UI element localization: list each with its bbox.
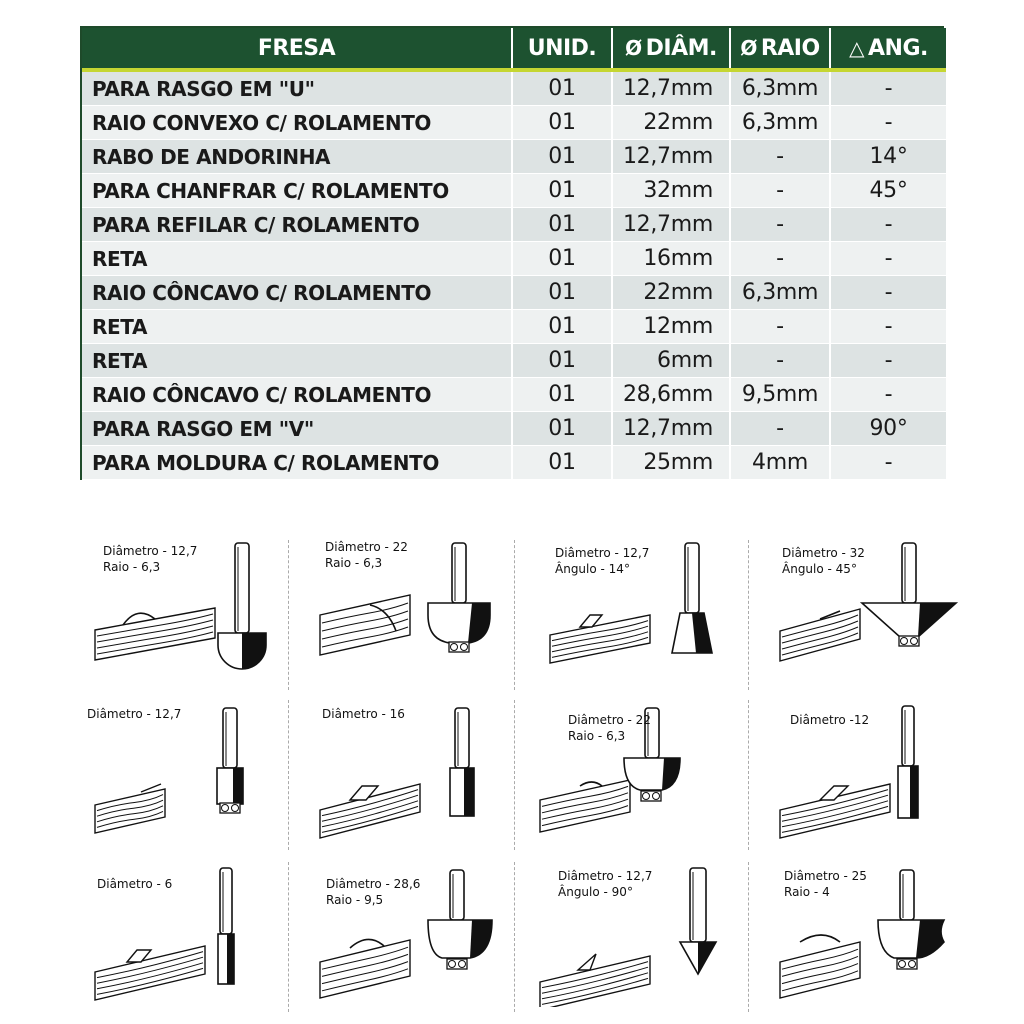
- cell-ang: -: [830, 378, 946, 412]
- router-bit-diagram: [530, 535, 760, 685]
- diagram-label: [97, 876, 172, 892]
- cell-diam: 22mm: [612, 106, 730, 140]
- cell-ang: -: [830, 446, 946, 480]
- diagram-secondary-label: Raio - 4: [784, 885, 830, 899]
- header-fresa: FRESA: [82, 28, 512, 70]
- cell-unid: 01: [512, 378, 612, 412]
- router-bit-diagram: [75, 862, 305, 1012]
- cell-name: PARA REFILAR C/ ROLAMENTO: [82, 208, 512, 242]
- router-bit-diagram: [760, 700, 990, 850]
- diagram-diameter-label: Diâmetro - 28,6: [326, 877, 421, 891]
- cell-diam: 6mm: [612, 344, 730, 378]
- diagram-secondary-label: Raio - 6,3: [325, 556, 383, 570]
- diagram-label: [87, 706, 181, 722]
- router-bit-diagram: [300, 700, 530, 850]
- router-bit-diagram: [760, 535, 990, 685]
- cell-unid: 01: [512, 70, 612, 106]
- diagram-label: [782, 545, 865, 577]
- cell-name: RETA: [82, 310, 512, 344]
- router-bit-diagram: [530, 700, 760, 850]
- cell-diam: 12mm: [612, 310, 730, 344]
- diagram-label: [555, 545, 649, 577]
- diagram-secondary-label: Raio - 9,5: [326, 893, 384, 907]
- diagram-label: [558, 868, 652, 900]
- cell-ang: 90°: [830, 412, 946, 446]
- cell-unid: 01: [512, 446, 612, 480]
- cell-ang: -: [830, 70, 946, 106]
- cell-raio: -: [730, 140, 830, 174]
- cell-name: RABO DE ANDORINHA: [82, 140, 512, 174]
- diagram-diameter-label: Diâmetro - 25: [784, 869, 867, 883]
- cell-ang: -: [830, 276, 946, 310]
- cell-diam: 16mm: [612, 242, 730, 276]
- router-bit-diagram: [530, 862, 760, 1012]
- cell-unid: 01: [512, 412, 612, 446]
- cell-diam: 12,7mm: [612, 140, 730, 174]
- diagram-diameter-label: Diâmetro - 12,7: [558, 869, 653, 883]
- cell-name: RETA: [82, 344, 512, 378]
- cell-name: RETA: [82, 242, 512, 276]
- cell-diam: 28,6mm: [612, 378, 730, 412]
- table-row: [82, 344, 946, 378]
- diagram-diameter-label: Diâmetro - 22: [568, 713, 651, 727]
- diagram-label: [326, 876, 420, 908]
- diagram-diameter-label: Diâmetro - 16: [322, 707, 405, 721]
- diagram-diameter-label: Diâmetro - 32: [782, 546, 865, 560]
- cell-raio: -: [730, 174, 830, 208]
- table-row: [82, 140, 946, 174]
- cell-diam: 25mm: [612, 446, 730, 480]
- diagram-label: [322, 706, 405, 722]
- table-row: [82, 412, 946, 446]
- router-bit-diagram: [300, 862, 530, 1012]
- table-row: [82, 276, 946, 310]
- router-bits-table: [80, 26, 944, 480]
- cell-raio: -: [730, 208, 830, 242]
- cell-raio: 6,3mm: [730, 70, 830, 106]
- diagram-diameter-label: Diâmetro - 22: [325, 540, 408, 554]
- diagram-diameter-label: Diâmetro - 12,7: [87, 707, 182, 721]
- cell-ang: 14°: [830, 140, 946, 174]
- table-row: [82, 242, 946, 276]
- table-row: [82, 174, 946, 208]
- diagram-secondary-label: Raio - 6,3: [103, 560, 161, 574]
- cell-unid: 01: [512, 174, 612, 208]
- header-angulo: △ ANG.: [830, 28, 946, 70]
- router-bit-diagram: [75, 700, 305, 850]
- cell-ang: -: [830, 242, 946, 276]
- cell-diam: 12,7mm: [612, 208, 730, 242]
- diagram-label: [568, 712, 651, 744]
- diagram-secondary-label: Ângulo - 14°: [555, 562, 630, 576]
- cell-raio: -: [730, 412, 830, 446]
- diagram-label: [103, 543, 197, 575]
- cell-raio: 6,3mm: [730, 276, 830, 310]
- cell-diam: 12,7mm: [612, 70, 730, 106]
- cell-unid: 01: [512, 276, 612, 310]
- diagram-secondary-label: Ângulo - 90°: [558, 885, 633, 899]
- diagram-label: [325, 539, 408, 571]
- header-unid: UNID.: [512, 28, 612, 70]
- table-row: [82, 70, 946, 106]
- cell-raio: 4mm: [730, 446, 830, 480]
- table-row: [82, 106, 946, 140]
- diagram-label: [790, 712, 869, 728]
- cell-unid: 01: [512, 140, 612, 174]
- cell-diam: 22mm: [612, 276, 730, 310]
- table-row: [82, 208, 946, 242]
- header-raio: Ø RAIO: [730, 28, 830, 70]
- table-row: [82, 310, 946, 344]
- cell-ang: -: [830, 310, 946, 344]
- diameter-icon: Ø: [625, 35, 642, 60]
- cell-raio: -: [730, 242, 830, 276]
- cell-unid: 01: [512, 208, 612, 242]
- cell-name: PARA RASGO EM "U": [82, 70, 512, 106]
- angle-icon: △: [849, 35, 865, 60]
- cell-name: PARA RASGO EM "V": [82, 412, 512, 446]
- cell-diam: 32mm: [612, 174, 730, 208]
- cell-diam: 12,7mm: [612, 412, 730, 446]
- cell-raio: 9,5mm: [730, 378, 830, 412]
- cell-raio: -: [730, 344, 830, 378]
- cell-name: RAIO CÔNCAVO C/ ROLAMENTO: [82, 276, 512, 310]
- cell-ang: -: [830, 344, 946, 378]
- diagram-diameter-label: Diâmetro - 12,7: [555, 546, 650, 560]
- cell-name: PARA MOLDURA C/ ROLAMENTO: [82, 446, 512, 480]
- specs-table: [82, 28, 946, 480]
- cell-ang: -: [830, 106, 946, 140]
- table-row: [82, 378, 946, 412]
- cell-unid: 01: [512, 344, 612, 378]
- cell-raio: -: [730, 310, 830, 344]
- diagram-label: [784, 868, 867, 900]
- table-header-row: [82, 28, 946, 70]
- cell-raio: 6,3mm: [730, 106, 830, 140]
- router-bit-diagram: [760, 862, 990, 1012]
- cell-unid: 01: [512, 106, 612, 140]
- diagram-diameter-label: Diâmetro - 12,7: [103, 544, 198, 558]
- cell-unid: 01: [512, 310, 612, 344]
- diameter-icon: Ø: [740, 35, 757, 60]
- diagram-secondary-label: Ângulo - 45°: [782, 562, 857, 576]
- diagram-diameter-label: Diâmetro - 6: [97, 877, 173, 891]
- cell-name: RAIO CONVEXO C/ ROLAMENTO: [82, 106, 512, 140]
- diagram-diameter-label: Diâmetro -12: [790, 713, 870, 727]
- router-bit-diagram: [75, 535, 305, 685]
- table-row: [82, 446, 946, 480]
- cell-ang: -: [830, 208, 946, 242]
- cell-unid: 01: [512, 242, 612, 276]
- cell-name: RAIO CÔNCAVO C/ ROLAMENTO: [82, 378, 512, 412]
- cell-name: PARA CHANFRAR C/ ROLAMENTO: [82, 174, 512, 208]
- cell-ang: 45°: [830, 174, 946, 208]
- diagram-secondary-label: Raio - 6,3: [568, 729, 626, 743]
- header-diametro: Ø DIÂM.: [612, 28, 730, 70]
- router-bit-diagram: [300, 535, 530, 685]
